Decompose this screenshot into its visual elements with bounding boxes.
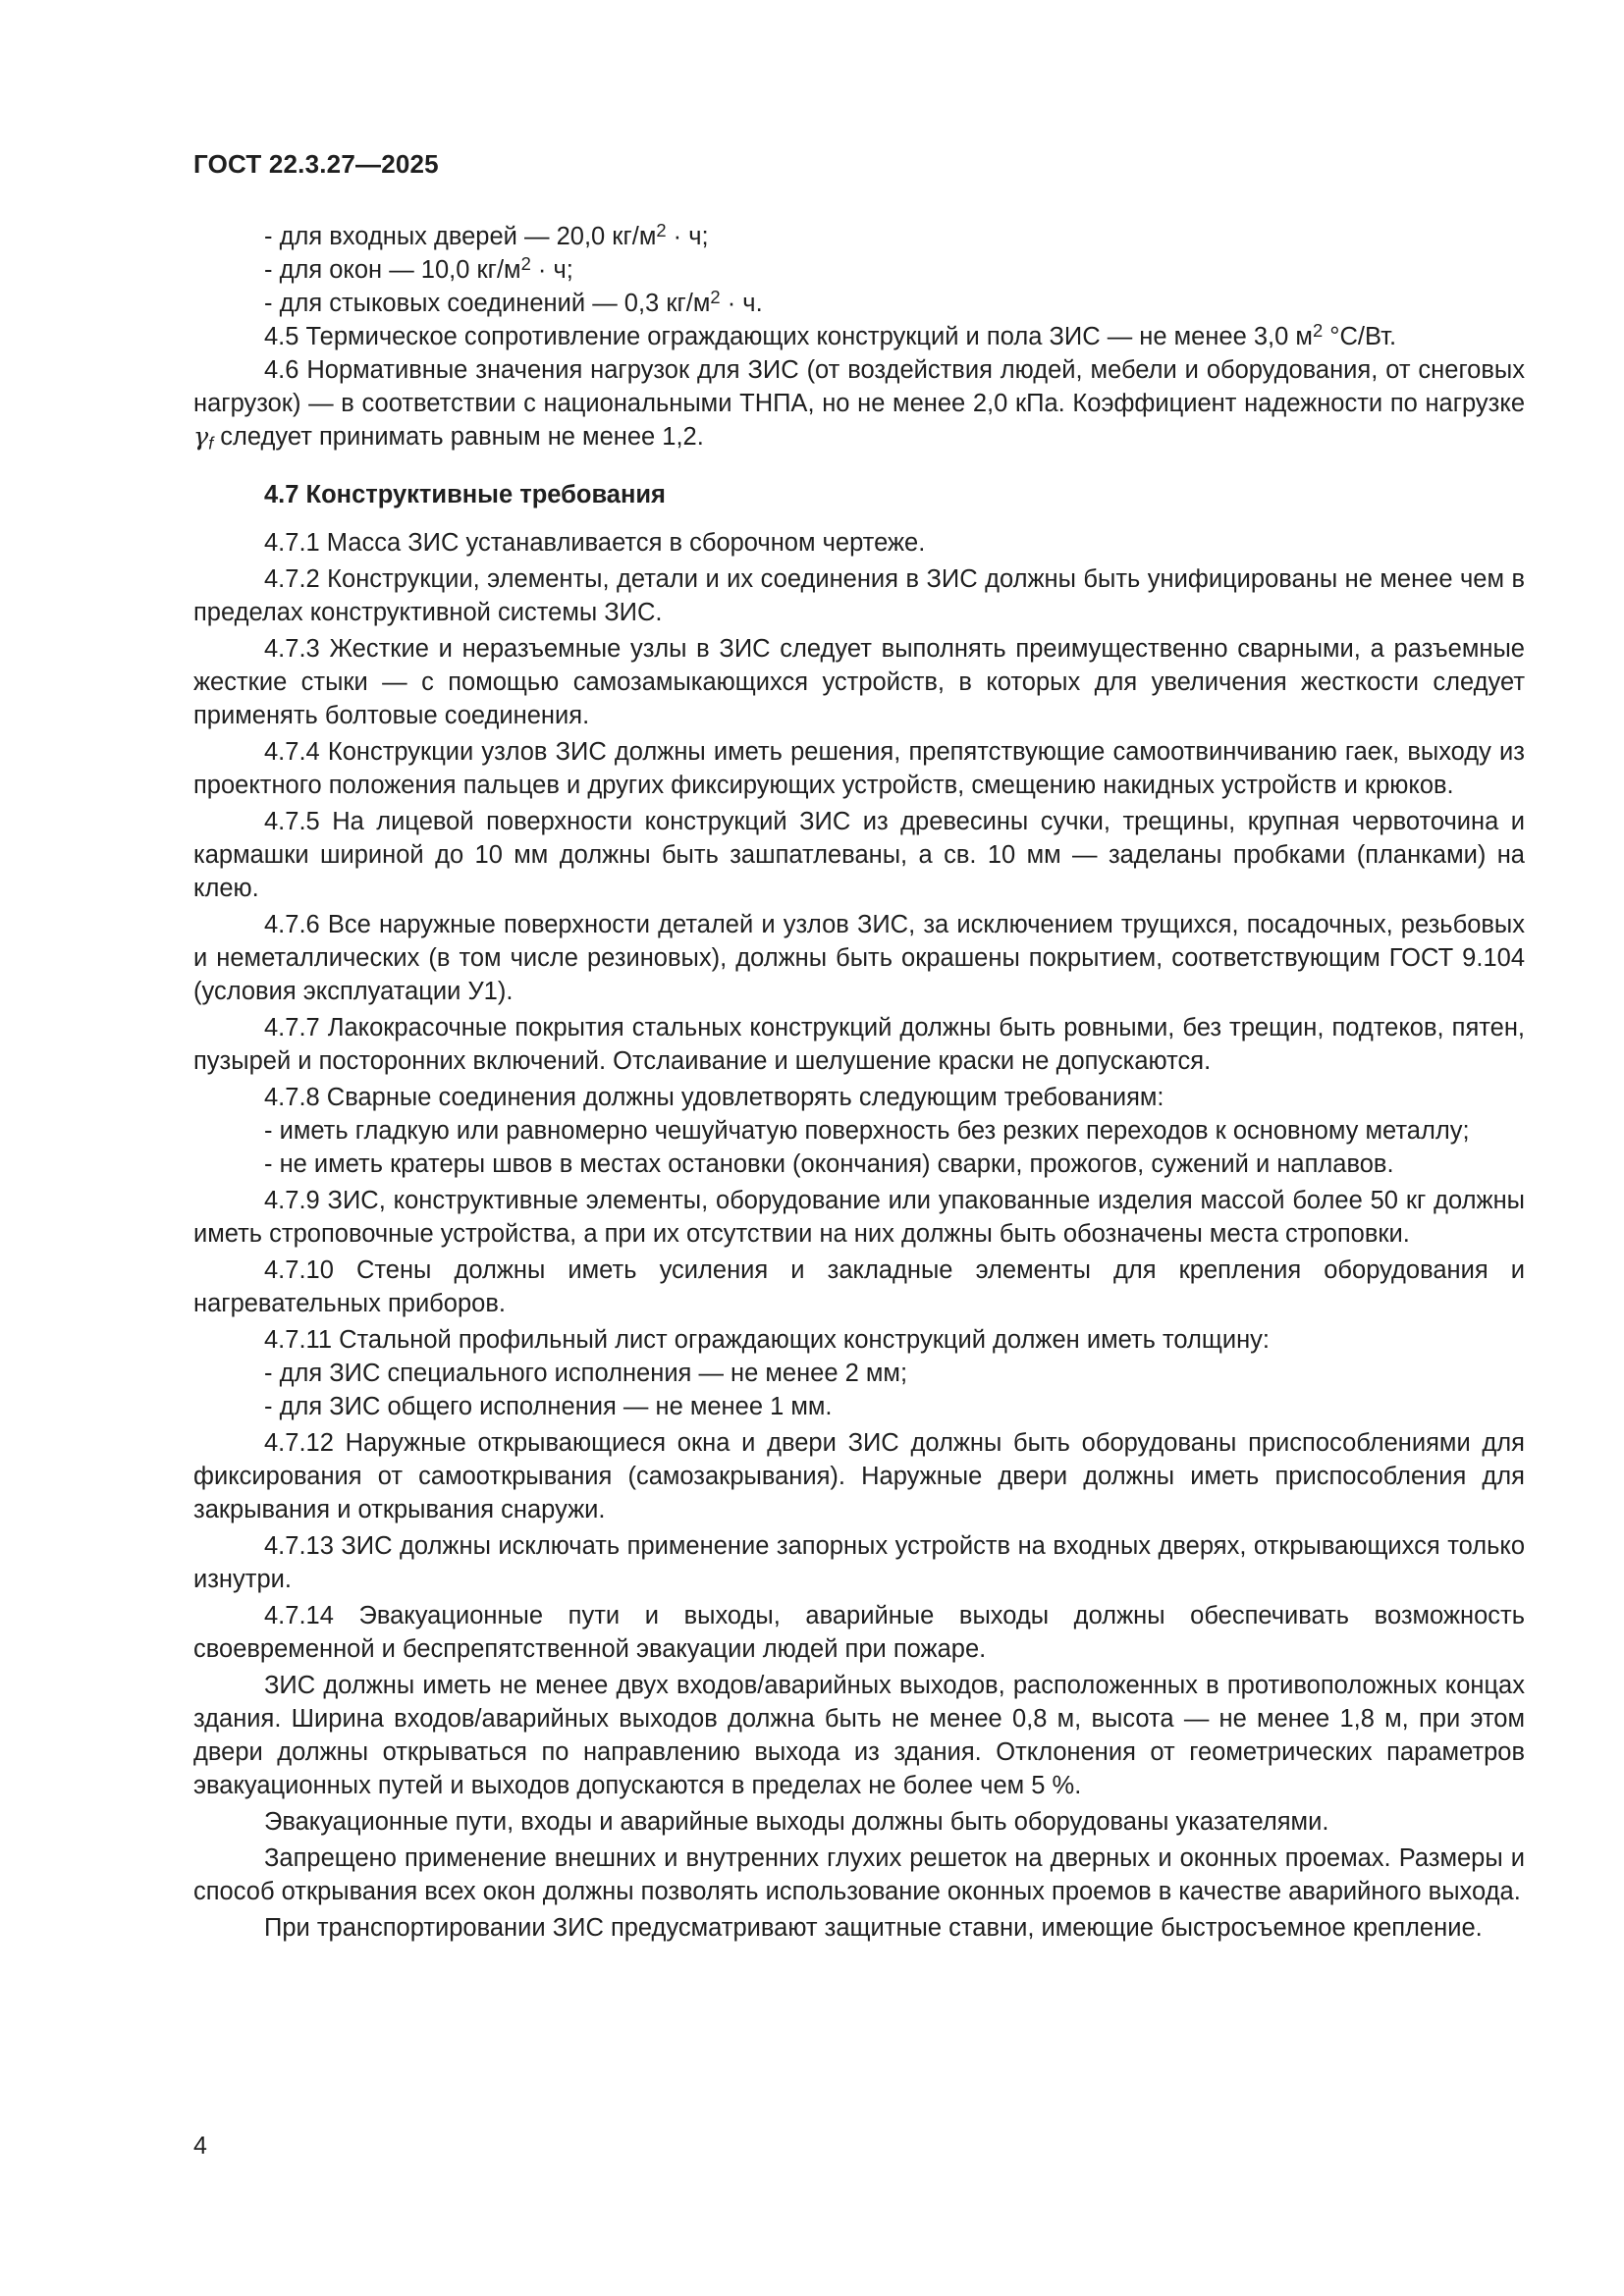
paragraph-4-7-2: 4.7.2 Конструкции, элементы, детали и их соединения в ЗИС должны быть унифицированы не менее чем в пределах конструктивной системы ЗИС. xyxy=(193,565,1525,627)
paragraph-4-5: 4.5 Термическое сопротивление ограждающих конструкций и пола ЗИС — не менее 3,0 $м^2$ °С/Вт. xyxy=(264,319,1397,350)
paragraph-4-7-11: 4.7.11 Стальной профильный лист ограждающих конструкций должен иметь толщину: xyxy=(264,1326,1271,1355)
paragraph-entry-door-rate: - для входных дверей — 20,0 $кг/м^2 \cdot ч$; xyxy=(264,219,709,250)
paragraph-shutters: При транспортировании ЗИС предусматривают защитные ставни, имеющие быстросъемное крепление. xyxy=(264,1914,1483,1943)
page-number: 4 xyxy=(193,2132,207,2160)
paragraph-4-7-1: 4.7.1 Масса ЗИС устанавливается в сборочном чертеже. xyxy=(264,529,926,558)
paragraph-4-7-11-item-2: - для ЗИС общего исполнения — не менее 1 мм. xyxy=(264,1393,833,1421)
paragraph-joint-rate: - для стыковых соединений — 0,3 $кг/м^2 \cdot ч$. xyxy=(264,286,763,317)
paragraph-exits: ЗИС должны иметь не менее двух входов/аварийных выходов, расположенных в противоположных концах здания. Ширина входов/аварийных выходов должна быть не менее 0,8 м, высота — не менее 1,8 м, при этом двери должны открываться по направлению выхода из здания. Отклонения от геометрических параметров эвакуационных путей и выходов допускаются в пределах не более чем 5 %. xyxy=(193,1672,1525,1800)
paragraph-4-7-8-item-2: - не иметь кратеры швов в местах остановки (окончания) сварки, прожогов, сужений и наплавов. xyxy=(264,1150,1394,1179)
paragraph-grilles: Запрещено применение внешних и внутренних глухих решеток на дверных и оконных проемах. Размеры и способ открывания всех окон должны позволять использование оконных проемов в качестве аварийного выхода. xyxy=(193,1844,1525,1906)
paragraph-4-7-6: 4.7.6 Все наружные поверхности деталей и узлов ЗИС, за исключением трущихся, посадочных, резьбовых и неметаллических (в том числе резиновых), должны быть окрашены покрытием, соответствующим ГОСТ 9.104 (условия эксплуатации У1). xyxy=(193,911,1525,1006)
paragraph-signs: Эвакуационные пути, входы и аварийные выходы должны быть оборудованы указателями. xyxy=(264,1808,1329,1837)
paragraph-4-7-3: 4.7.3 Жесткие и неразъемные узлы в ЗИС следует выполнять преимущественно сварными, а разъемные жесткие стыки — с помощью самозамыкающихся устройств, в которых для увеличения жесткости следует применять болтовые соединения. xyxy=(193,635,1525,730)
paragraph-4-7-11-item-1: - для ЗИС специального исполнения — не менее 2 мм; xyxy=(264,1360,908,1388)
gamma-subscript: f xyxy=(208,433,214,454)
paragraph-4-7-10: 4.7.10 Стены должны иметь усиления и закладные элементы для крепления оборудования и нагревательных приборов. xyxy=(193,1256,1525,1318)
paragraph-4-6: 4.6 Нормативные значения нагрузок для ЗИС (от воздействия людей, мебели и оборудования, от снеговых нагрузок) — в соответствии с национальными ТНПА, но не менее 2,0 кПа. Коэффициент надежности по нагрузке γf следует принимать равным не менее 1,2. xyxy=(193,356,1525,454)
paragraph-4-7-5: 4.7.5 На лицевой поверхности конструкций ЗИС из древесины сучки, трещины, крупная червоточина и кармашки шириной до 10 мм должны быть зашпатлеваны, а св. 10 мм — заделаны пробками (планками) на клею. xyxy=(193,808,1525,903)
document-body xyxy=(193,220,1525,1945)
document-header: ГОСТ 22.3.27—2025 xyxy=(193,149,439,179)
gamma-symbol: γ xyxy=(193,422,209,452)
paragraph-4-7-4: 4.7.4 Конструкции узлов ЗИС должны иметь решения, препятствующие самоотвинчиванию гаек, выходу из проектного положения пальцев и других фиксирующих устройств, смещению накидных устройств и крюков. xyxy=(193,738,1525,800)
paragraph-4-7-8-item-1: - иметь гладкую или равномерно чешуйчатую поверхность без резких переходов к основному металлу; xyxy=(264,1117,1470,1146)
paragraph-4-7-7: 4.7.7 Лакокрасочные покрытия стальных конструкций должны быть ровными, без трещин, подтеков, пятен, пузырей и посторонних включений. Отслаивание и шелушение краски не допускаются. xyxy=(193,1014,1525,1076)
paragraph-window-rate: - для окон — 10,0 $кг/м^2 \cdot ч$; xyxy=(264,252,573,284)
section-heading-4-7: 4.7 Конструктивные требования xyxy=(264,481,666,509)
paragraph-4-7-9: 4.7.9 ЗИС, конструктивные элементы, оборудование или упакованные изделия массой более 50 кг должны иметь строповочные устройства, а при их отсутствии на них должны быть обозначены места строповки. xyxy=(193,1187,1525,1249)
paragraph-4-7-13: 4.7.13 ЗИС должны исключать применение запорных устройств на входных дверях, открывающихся только изнутри. xyxy=(193,1532,1525,1594)
paragraph-4-7-12: 4.7.12 Наружные открывающиеся окна и двери ЗИС должны быть оборудованы приспособлениями для фиксирования от самооткрывания (самозакрывания). Наружные двери должны иметь приспособления для закрывания и открывания снаружи. xyxy=(193,1429,1525,1524)
paragraph-4-7-14: 4.7.14 Эвакуационные пути и выходы, аварийные выходы должны обеспечивать возможность своевременной и беспрепятственной эвакуации людей при пожаре. xyxy=(193,1602,1525,1664)
paragraph-4-7-8: 4.7.8 Сварные соединения должны удовлетворять следующим требованиям: xyxy=(264,1084,1164,1112)
